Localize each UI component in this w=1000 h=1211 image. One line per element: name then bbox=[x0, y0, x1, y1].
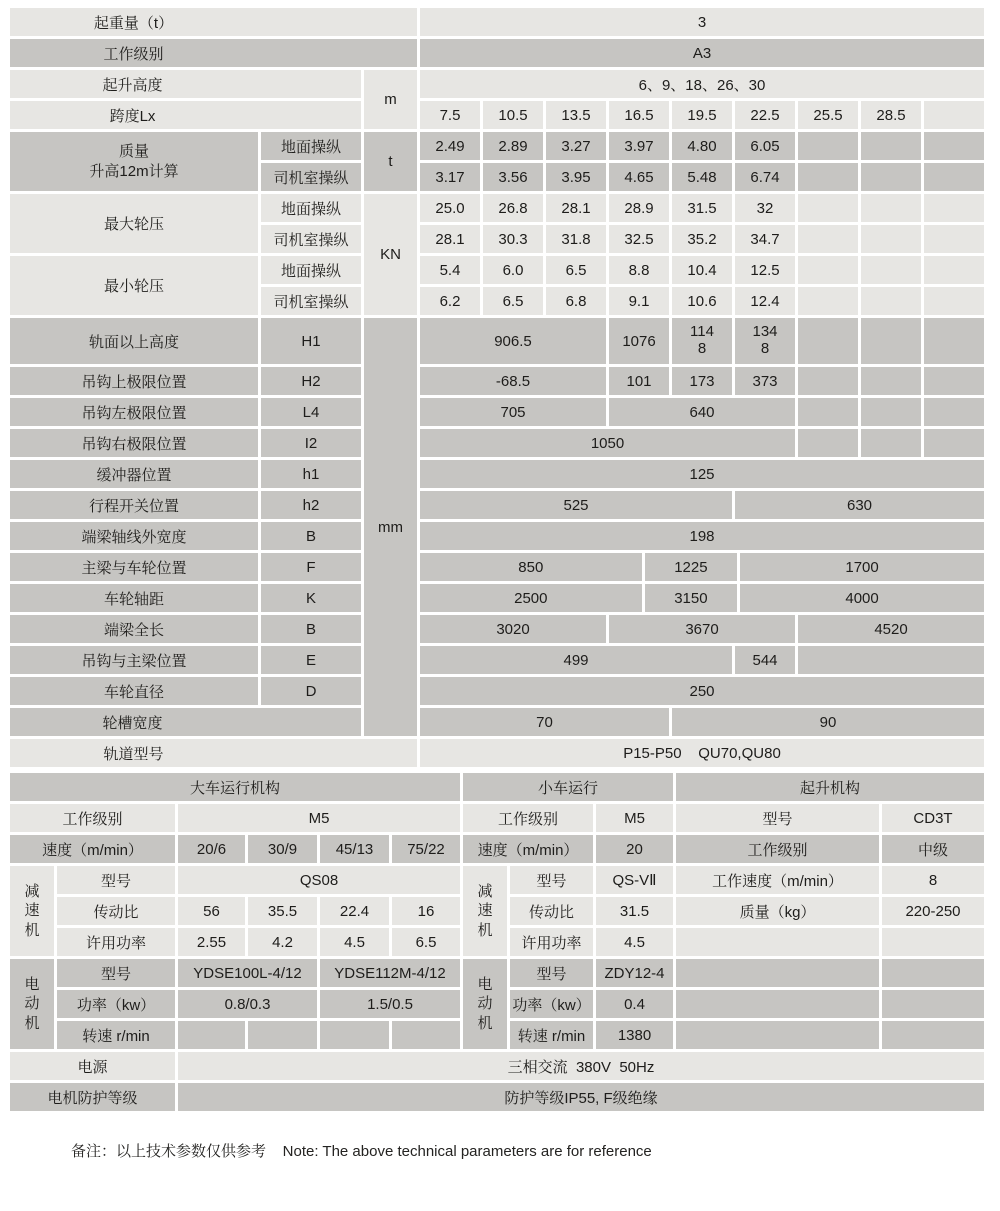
value-cell: 13.5 bbox=[546, 101, 606, 129]
empty-cell bbox=[798, 163, 858, 191]
empty-cell bbox=[882, 959, 984, 987]
row-label: 电源 bbox=[10, 1052, 175, 1080]
value-text: 1348 bbox=[752, 323, 778, 357]
value-cell: 6.74 bbox=[735, 163, 795, 191]
value-cell: ZDY12-4 bbox=[596, 959, 673, 987]
section-header-trolley: 小车运行 bbox=[463, 773, 673, 801]
empty-cell bbox=[861, 318, 921, 364]
sub-label: 司机室操纵 bbox=[261, 225, 361, 253]
value-cell: P15-P50 QU70,QU80 bbox=[420, 739, 984, 767]
value-cell: 10.6 bbox=[672, 287, 732, 315]
empty-cell bbox=[798, 367, 858, 395]
row-label: 起重量（t） bbox=[10, 8, 417, 36]
spec-table-top bbox=[7, 5, 987, 770]
sub-label: 传动比 bbox=[57, 897, 175, 925]
symbol-cell: L4 bbox=[261, 398, 361, 426]
row-power-supply bbox=[10, 1052, 984, 1080]
section-header-big-travel: 大车运行机构 bbox=[10, 773, 460, 801]
value-cell: 28.5 bbox=[861, 101, 921, 129]
value-cell: 20/6 bbox=[178, 835, 245, 863]
row-mech-headers bbox=[10, 773, 984, 801]
sub-label: 转速 r/min bbox=[510, 1021, 593, 1049]
row-lifting-capacity bbox=[10, 8, 984, 36]
value-cell: 373 bbox=[735, 367, 795, 395]
value-cell: 1380 bbox=[596, 1021, 673, 1049]
value-cell: 525 bbox=[420, 491, 732, 519]
sub-label: 型号 bbox=[510, 866, 593, 894]
row-label: 速度（m/min） bbox=[463, 835, 593, 863]
row-label: 行程开关位置 bbox=[10, 491, 258, 519]
empty-cell bbox=[861, 429, 921, 457]
row-dim-hb1 bbox=[10, 460, 984, 488]
row-label: 跨度Lx bbox=[10, 101, 361, 129]
row-mech-speed bbox=[10, 835, 984, 863]
empty-cell bbox=[798, 194, 858, 222]
row-label: 型号 bbox=[676, 804, 879, 832]
row-label: 工作级别 bbox=[10, 39, 417, 67]
value-cell: 3150 bbox=[645, 584, 737, 612]
empty-cell bbox=[798, 646, 984, 674]
value-cell: 6.2 bbox=[420, 287, 480, 315]
value-cell: 6.5 bbox=[546, 256, 606, 284]
value-cell: -68.5 bbox=[420, 367, 606, 395]
row-motor-model bbox=[10, 959, 984, 987]
symbol-cell: D bbox=[261, 677, 361, 705]
value-cell: 499 bbox=[420, 646, 732, 674]
row-minwheel-ground bbox=[10, 256, 984, 284]
value-cell: 705 bbox=[420, 398, 606, 426]
value-group bbox=[420, 553, 984, 581]
row-label: 工作级别 bbox=[463, 804, 593, 832]
symbol-cell: E bbox=[261, 646, 361, 674]
row-label: 最小轮压 bbox=[10, 256, 258, 315]
value-cell: CD3T bbox=[882, 804, 984, 832]
row-label: 速度（m/min） bbox=[10, 835, 175, 863]
value-cell: 31.8 bbox=[546, 225, 606, 253]
value-cell: 中级 bbox=[882, 835, 984, 863]
value-cell: 9.1 bbox=[609, 287, 669, 315]
row-label: 工作级别 bbox=[10, 804, 175, 832]
empty-cell bbox=[861, 367, 921, 395]
value-cell: 28.1 bbox=[420, 225, 480, 253]
row-label bbox=[10, 132, 258, 191]
value-cell: 2.49 bbox=[420, 132, 480, 160]
empty-cell bbox=[924, 367, 984, 395]
row-dim-f bbox=[10, 553, 984, 581]
value-cell bbox=[672, 318, 732, 364]
empty-cell bbox=[798, 256, 858, 284]
value-cell: 2.89 bbox=[483, 132, 543, 160]
empty-cell bbox=[882, 990, 984, 1018]
value-cell: 4.2 bbox=[248, 928, 317, 956]
row-mass-ground bbox=[10, 132, 984, 160]
empty-cell bbox=[861, 194, 921, 222]
row-label: 吊钩右极限位置 bbox=[10, 429, 258, 457]
value-cell: 101 bbox=[609, 367, 669, 395]
empty-cell bbox=[924, 101, 984, 129]
value-cell: 10.4 bbox=[672, 256, 732, 284]
value-cell: 125 bbox=[420, 460, 984, 488]
value-cell: 28.1 bbox=[546, 194, 606, 222]
value-cell: 4000 bbox=[740, 584, 984, 612]
row-label: 端梁全长 bbox=[10, 615, 258, 643]
row-maxwheel-ground bbox=[10, 194, 984, 222]
value-cell: 3 bbox=[420, 8, 984, 36]
value-cell: 3.56 bbox=[483, 163, 543, 191]
value-cell: 16 bbox=[392, 897, 460, 925]
empty-cell bbox=[882, 1021, 984, 1049]
row-dim-bl bbox=[10, 615, 984, 643]
symbol-cell: H2 bbox=[261, 367, 361, 395]
sub-label: 型号 bbox=[57, 866, 175, 894]
row-label: 轨面以上高度 bbox=[10, 318, 258, 364]
empty-cell bbox=[392, 1021, 460, 1049]
value-cell: QS-VⅡ bbox=[596, 866, 673, 894]
sub-label: 地面操纵 bbox=[261, 132, 361, 160]
group-label-text: 减速机 bbox=[24, 882, 40, 939]
empty-cell bbox=[882, 928, 984, 956]
value-cell: 31.5 bbox=[672, 194, 732, 222]
value-cell: 28.9 bbox=[609, 194, 669, 222]
empty-cell bbox=[924, 287, 984, 315]
row-label: 车轮轴距 bbox=[10, 584, 258, 612]
row-span-lx bbox=[10, 101, 984, 129]
empty-cell bbox=[924, 225, 984, 253]
value-cell: QS08 bbox=[178, 866, 460, 894]
sub-label: 型号 bbox=[57, 959, 175, 987]
value-cell: 1076 bbox=[609, 318, 669, 364]
symbol-cell: K bbox=[261, 584, 361, 612]
symbol-cell: H1 bbox=[261, 318, 361, 364]
row-dim-l2 bbox=[10, 429, 984, 457]
value-cell: 3.27 bbox=[546, 132, 606, 160]
symbol-cell: B bbox=[261, 522, 361, 550]
value-cell: 30.3 bbox=[483, 225, 543, 253]
group-label-motor bbox=[463, 959, 507, 1049]
row-dim-hb2 bbox=[10, 491, 984, 519]
value-group bbox=[420, 584, 984, 612]
group-label-text: 减速机 bbox=[477, 882, 493, 939]
value-cell: 906.5 bbox=[420, 318, 606, 364]
empty-cell bbox=[798, 287, 858, 315]
empty-cell bbox=[924, 132, 984, 160]
value-cell: 32 bbox=[735, 194, 795, 222]
value-cell: 8.8 bbox=[609, 256, 669, 284]
row-label: 主梁与车轮位置 bbox=[10, 553, 258, 581]
value-cell: 2500 bbox=[420, 584, 642, 612]
empty-cell bbox=[676, 928, 879, 956]
value-cell: 1.5/0.5 bbox=[320, 990, 460, 1018]
value-cell: 1700 bbox=[740, 553, 984, 581]
value-cell: 4520 bbox=[798, 615, 984, 643]
value-cell: 0.8/0.3 bbox=[178, 990, 317, 1018]
empty-cell bbox=[676, 959, 879, 987]
footer-note: 备注：以上技术参数仅供参考 Note: The above technical parameters are for reference bbox=[71, 1143, 652, 1160]
value-cell: 8 bbox=[882, 866, 984, 894]
value-cell: 45/13 bbox=[320, 835, 389, 863]
value-cell: 4.65 bbox=[609, 163, 669, 191]
symbol-cell: F bbox=[261, 553, 361, 581]
value-cell: 16.5 bbox=[609, 101, 669, 129]
sub-label: 功率（kw） bbox=[57, 990, 175, 1018]
value-cell: 173 bbox=[672, 367, 732, 395]
group-label-text: 电动机 bbox=[477, 975, 493, 1032]
value-cell: 34.7 bbox=[735, 225, 795, 253]
value-cell: 防护等级IP55, F级绝缘 bbox=[178, 1083, 984, 1111]
empty-cell bbox=[676, 1021, 879, 1049]
value-text: 1148 bbox=[690, 323, 714, 357]
group-label-text: 电动机 bbox=[24, 975, 40, 1032]
value-cell: 6.0 bbox=[483, 256, 543, 284]
value-cell: M5 bbox=[178, 804, 460, 832]
value-cell: 544 bbox=[735, 646, 795, 674]
value-cell: 12.5 bbox=[735, 256, 795, 284]
value-cell: 56 bbox=[178, 897, 245, 925]
symbol-cell: B bbox=[261, 615, 361, 643]
value-cell: 26.8 bbox=[483, 194, 543, 222]
value-cell: 20 bbox=[596, 835, 673, 863]
unit-cell: mm bbox=[364, 318, 417, 736]
row-dim-h1 bbox=[10, 318, 984, 364]
value-cell: 三相交流 380V 50Hz bbox=[178, 1052, 984, 1080]
unit-cell: m bbox=[364, 70, 417, 129]
value-cell: YDSE100L-4/12 bbox=[178, 959, 317, 987]
value-cell: 70 bbox=[420, 708, 669, 736]
row-duty-class bbox=[10, 39, 984, 67]
value-cell: 3.97 bbox=[609, 132, 669, 160]
empty-cell bbox=[861, 287, 921, 315]
value-cell: 4.80 bbox=[672, 132, 732, 160]
row-label: 吊钩上极限位置 bbox=[10, 367, 258, 395]
symbol-cell: h1 bbox=[261, 460, 361, 488]
row-label: 工作速度（m/min） bbox=[676, 866, 879, 894]
row-label-line1: 质量 bbox=[118, 143, 149, 160]
row-label: 工作级别 bbox=[676, 835, 879, 863]
row-label: 最大轮压 bbox=[10, 194, 258, 253]
sub-label: 司机室操纵 bbox=[261, 287, 361, 315]
group-label-reducer bbox=[10, 866, 54, 956]
value-cell: 3.95 bbox=[546, 163, 606, 191]
value-cell: 220-250 bbox=[882, 897, 984, 925]
row-label: 车轮直径 bbox=[10, 677, 258, 705]
empty-cell bbox=[798, 132, 858, 160]
value-cell: 10.5 bbox=[483, 101, 543, 129]
empty-cell bbox=[798, 429, 858, 457]
value-cell: 5.4 bbox=[420, 256, 480, 284]
sub-label: 型号 bbox=[510, 959, 593, 987]
empty-cell bbox=[861, 163, 921, 191]
row-protection bbox=[10, 1083, 984, 1111]
row-label: 吊钩与主梁位置 bbox=[10, 646, 258, 674]
value-cell: 1225 bbox=[645, 553, 737, 581]
empty-cell bbox=[924, 398, 984, 426]
value-cell: 1050 bbox=[420, 429, 795, 457]
empty-cell bbox=[861, 256, 921, 284]
row-reducer-model bbox=[10, 866, 984, 894]
value-cell: 6、9、18、26、30 bbox=[420, 70, 984, 98]
value-cell: 12.4 bbox=[735, 287, 795, 315]
sub-label: 许用功率 bbox=[510, 928, 593, 956]
empty-cell bbox=[676, 990, 879, 1018]
row-dim-l4 bbox=[10, 398, 984, 426]
row-dim-e bbox=[10, 646, 984, 674]
value-cell: M5 bbox=[596, 804, 673, 832]
value-cell: 19.5 bbox=[672, 101, 732, 129]
unit-cell: t bbox=[364, 132, 417, 191]
row-label: 吊钩左极限位置 bbox=[10, 398, 258, 426]
value-cell: 6.5 bbox=[392, 928, 460, 956]
sub-label: 司机室操纵 bbox=[261, 163, 361, 191]
row-dim-groove bbox=[10, 708, 984, 736]
row-label-line2: 升高12m计算 bbox=[89, 162, 179, 180]
value-cell bbox=[735, 318, 795, 364]
value-cell: 25.5 bbox=[798, 101, 858, 129]
value-cell: 198 bbox=[420, 522, 984, 550]
value-cell: A3 bbox=[420, 39, 984, 67]
value-cell: 7.5 bbox=[420, 101, 480, 129]
value-cell: 6.05 bbox=[735, 132, 795, 160]
row-dim-bw bbox=[10, 522, 984, 550]
sub-label: 许用功率 bbox=[57, 928, 175, 956]
value-cell: 3670 bbox=[609, 615, 795, 643]
value-cell: 3020 bbox=[420, 615, 606, 643]
row-label: 轮槽宽度 bbox=[10, 708, 361, 736]
sub-label: 转速 r/min bbox=[57, 1021, 175, 1049]
value-cell: 640 bbox=[609, 398, 795, 426]
empty-cell bbox=[861, 132, 921, 160]
value-cell: 2.55 bbox=[178, 928, 245, 956]
empty-cell bbox=[924, 194, 984, 222]
row-lifting-height bbox=[10, 70, 984, 98]
spec-table-mechanisms bbox=[7, 770, 987, 1114]
value-cell: 75/22 bbox=[392, 835, 460, 863]
empty-cell bbox=[861, 398, 921, 426]
value-cell: 250 bbox=[420, 677, 984, 705]
value-cell: 35.5 bbox=[248, 897, 317, 925]
row-label: 缓冲器位置 bbox=[10, 460, 258, 488]
empty-cell bbox=[924, 256, 984, 284]
sub-label: 传动比 bbox=[510, 897, 593, 925]
value-cell: 6.8 bbox=[546, 287, 606, 315]
value-cell: 32.5 bbox=[609, 225, 669, 253]
row-dim-k bbox=[10, 584, 984, 612]
value-cell: 22.4 bbox=[320, 897, 389, 925]
empty-cell bbox=[178, 1021, 245, 1049]
empty-cell bbox=[861, 225, 921, 253]
value-cell: 850 bbox=[420, 553, 642, 581]
row-label: 端梁轴线外宽度 bbox=[10, 522, 258, 550]
value-cell: 630 bbox=[735, 491, 984, 519]
empty-cell bbox=[798, 398, 858, 426]
symbol-cell: h2 bbox=[261, 491, 361, 519]
row-dim-h2 bbox=[10, 367, 984, 395]
empty-cell bbox=[924, 318, 984, 364]
section-header-hoist: 起升机构 bbox=[676, 773, 984, 801]
empty-cell bbox=[798, 225, 858, 253]
group-label-motor bbox=[10, 959, 54, 1049]
value-cell: 4.5 bbox=[596, 928, 673, 956]
symbol-cell: I2 bbox=[261, 429, 361, 457]
row-dim-d bbox=[10, 677, 984, 705]
empty-cell bbox=[924, 429, 984, 457]
unit-cell: KN bbox=[364, 194, 417, 315]
sub-label: 地面操纵 bbox=[261, 194, 361, 222]
value-cell: 90 bbox=[672, 708, 984, 736]
row-label: 起升高度 bbox=[10, 70, 361, 98]
group-label-reducer bbox=[463, 866, 507, 956]
value-cell: 30/9 bbox=[248, 835, 317, 863]
row-label: 电机防护等级 bbox=[10, 1083, 175, 1111]
empty-cell bbox=[798, 318, 858, 364]
value-cell: 25.0 bbox=[420, 194, 480, 222]
sub-label: 功率（kw） bbox=[510, 990, 593, 1018]
value-cell: 4.5 bbox=[320, 928, 389, 956]
row-label: 轨道型号 bbox=[10, 739, 417, 767]
value-cell: 3.17 bbox=[420, 163, 480, 191]
empty-cell bbox=[924, 163, 984, 191]
value-cell: YDSE112M-4/12 bbox=[320, 959, 460, 987]
value-cell: 0.4 bbox=[596, 990, 673, 1018]
empty-cell bbox=[320, 1021, 389, 1049]
row-rail-type bbox=[10, 739, 984, 767]
value-cell: 22.5 bbox=[735, 101, 795, 129]
empty-cell bbox=[248, 1021, 317, 1049]
row-label: 质量（kg） bbox=[676, 897, 879, 925]
value-cell: 35.2 bbox=[672, 225, 732, 253]
value-cell: 6.5 bbox=[483, 287, 543, 315]
sub-label: 地面操纵 bbox=[261, 256, 361, 284]
value-cell: 31.5 bbox=[596, 897, 673, 925]
value-cell: 5.48 bbox=[672, 163, 732, 191]
row-mech-duty bbox=[10, 804, 984, 832]
